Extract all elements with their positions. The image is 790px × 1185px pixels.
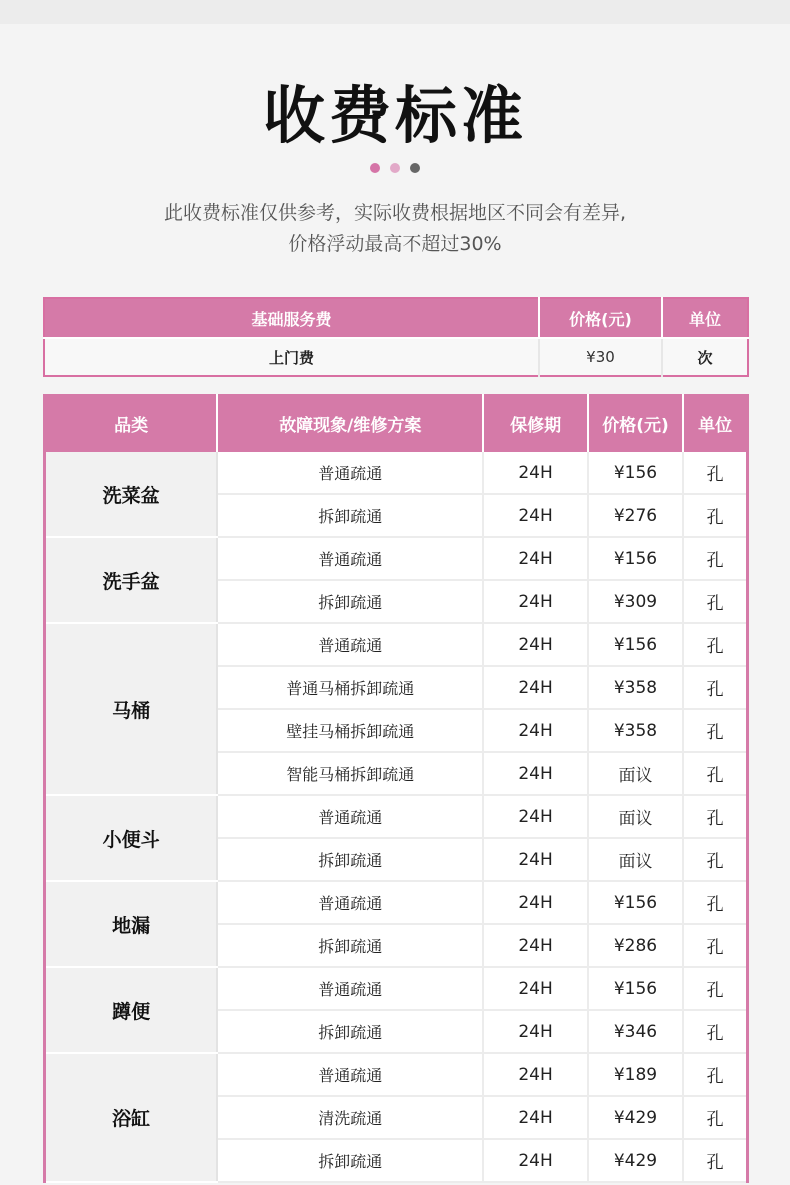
fault-solution-cell: 普通疏通 [217,452,483,494]
unit-cell: 孔 [683,1139,747,1182]
price-cell: 面议 [588,795,683,838]
header-price: 价格(元) [539,298,662,338]
warranty-cell: 24H [483,838,587,881]
price-table [43,394,749,1183]
warranty-cell: 24H [483,666,587,709]
price-cell: ¥156 [588,623,683,666]
dot-icon [370,163,380,173]
header-unit: 单位 [683,394,747,452]
fault-solution-cell: 拆卸疏通 [217,580,483,623]
base-fee-header-row [44,298,748,338]
fault-solution-cell: 壁挂马桶拆卸疏通 [217,709,483,752]
dot-icon [390,163,400,173]
disclaimer-line-2: 价格浮动最高不超过30% [288,233,502,255]
category-cell: 马桶 [45,623,218,795]
base-fee-price: ¥30 [539,338,662,376]
category-cell: 浴缸 [45,1053,218,1182]
fault-solution-cell: 普通疏通 [217,1053,483,1096]
unit-cell: 孔 [683,580,747,623]
category-cell: 洗手盆 [45,537,218,623]
fault-solution-cell: 普通疏通 [217,623,483,666]
warranty-cell: 24H [483,1053,587,1096]
warranty-cell: 24H [483,924,587,967]
fault-solution-cell: 拆卸疏通 [217,1010,483,1053]
warranty-cell: 24H [483,1139,587,1182]
unit-cell: 孔 [683,1010,747,1053]
warranty-cell: 24H [483,1010,587,1053]
table-row [45,452,748,494]
dot-icon [410,163,420,173]
unit-cell: 孔 [683,494,747,537]
disclaimer-line-1: 此收费标准仅供参考，实际收费根据地区不同会有差异, [163,202,627,224]
warranty-cell: 24H [483,881,587,924]
warranty-cell: 24H [483,1096,587,1139]
unit-cell: 孔 [683,967,747,1010]
price-table-body [45,452,748,1182]
fault-solution-cell: 普通疏通 [217,795,483,838]
table-row [45,537,748,580]
price-cell: ¥358 [588,666,683,709]
fault-solution-cell: 拆卸疏通 [217,838,483,881]
top-strip [0,0,790,24]
warranty-cell: 24H [483,967,587,1010]
unit-cell: 孔 [683,924,747,967]
fault-solution-cell: 智能马桶拆卸疏通 [217,752,483,795]
category-cell: 地漏 [45,881,218,967]
price-cell: ¥346 [588,1010,683,1053]
price-cell: ¥156 [588,967,683,1010]
fault-solution-cell: 普通疏通 [217,537,483,580]
unit-cell: 孔 [683,881,747,924]
warranty-cell: 24H [483,452,587,494]
table-row [45,967,748,1010]
header-fault-solution: 故障现象/维修方案 [217,394,483,452]
warranty-cell: 24H [483,580,587,623]
base-fee-table [43,297,749,377]
price-cell: ¥156 [588,452,683,494]
price-cell: ¥189 [588,1053,683,1096]
fault-solution-cell: 普通马桶拆卸疏通 [217,666,483,709]
header-unit: 单位 [662,298,748,338]
fault-solution-cell: 普通疏通 [217,881,483,924]
price-cell: ¥429 [588,1096,683,1139]
table-row [45,881,748,924]
unit-cell: 孔 [683,537,747,580]
table-row [45,1053,748,1096]
unit-cell: 孔 [683,666,747,709]
fault-solution-cell: 拆卸疏通 [217,494,483,537]
disclaimer [0,198,790,260]
unit-cell: 孔 [683,795,747,838]
unit-cell: 孔 [683,452,747,494]
decorative-dots [0,163,790,173]
fault-solution-cell: 拆卸疏通 [217,1139,483,1182]
header-category: 品类 [45,394,218,452]
warranty-cell: 24H [483,795,587,838]
price-cell: ¥309 [588,580,683,623]
price-cell: ¥358 [588,709,683,752]
unit-cell: 孔 [683,838,747,881]
warranty-cell: 24H [483,752,587,795]
base-fee-unit: 次 [662,338,748,376]
price-cell: 面议 [588,838,683,881]
category-cell: 洗菜盆 [45,452,218,537]
price-cell: ¥276 [588,494,683,537]
base-fee-item: 上门费 [44,338,539,376]
unit-cell: 孔 [683,752,747,795]
fault-solution-cell: 拆卸疏通 [217,924,483,967]
header-base-service: 基础服务费 [44,298,539,338]
warranty-cell: 24H [483,537,587,580]
warranty-cell: 24H [483,623,587,666]
warranty-cell: 24H [483,709,587,752]
fault-solution-cell: 清洗疏通 [217,1096,483,1139]
price-cell: ¥156 [588,537,683,580]
price-cell: ¥286 [588,924,683,967]
page-title: 收费标准 [262,79,527,152]
unit-cell: 孔 [683,1053,747,1096]
unit-cell: 孔 [683,623,747,666]
price-cell: 面议 [588,752,683,795]
header-price: 价格(元) [588,394,683,452]
price-cell: ¥429 [588,1139,683,1182]
warranty-cell: 24H [483,494,587,537]
header-warranty: 保修期 [483,394,587,452]
table-row [45,623,748,666]
price-cell: ¥156 [588,881,683,924]
category-cell: 小便斗 [45,795,218,881]
table-row [45,795,748,838]
fault-solution-cell: 普通疏通 [217,967,483,1010]
unit-cell: 孔 [683,1096,747,1139]
unit-cell: 孔 [683,709,747,752]
base-fee-row [44,338,748,376]
price-table-header-row [45,394,748,452]
category-cell: 蹲便 [45,967,218,1053]
